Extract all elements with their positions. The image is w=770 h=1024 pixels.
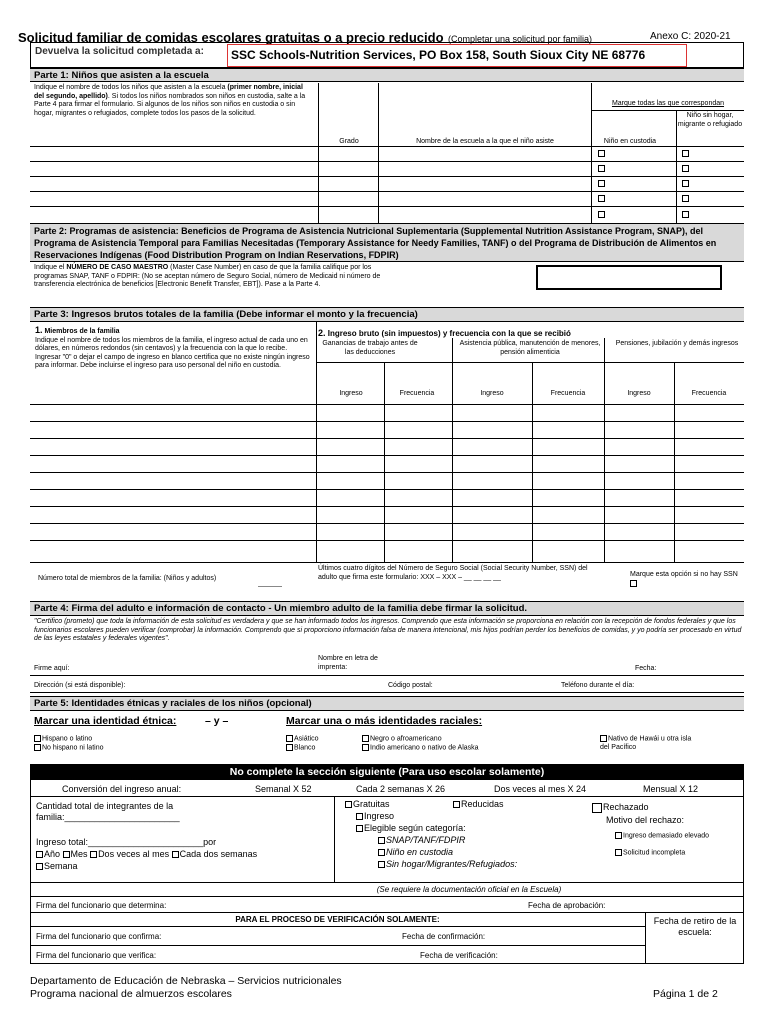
white-option[interactable]: Blanco	[286, 744, 315, 753]
confirmer-signature-label: Firma del funcionario que confirma:	[36, 932, 162, 941]
part5-header: Parte 5: Identidades étnicas y raciales de los niños (opcional)	[30, 696, 744, 711]
checkbox-icon[interactable]	[172, 851, 179, 858]
checkbox-icon[interactable]	[34, 744, 41, 751]
categorical-option[interactable]: Elegible según categoría:	[356, 823, 466, 834]
checkbox-icon[interactable]	[36, 851, 43, 858]
checkbox-icon[interactable]	[286, 744, 293, 751]
checkbox-icon[interactable]	[345, 801, 352, 808]
frequency-col: Frecuencia	[399, 390, 435, 397]
part3-step1: 1. Miembros de la familia Indique el nombre de todos los miembros de la familia, el ingreso actual de cada uno en dólares, en números redondos (sin centavos) y la frecuencia con la que lo recibe. Ingresar "0" o dejar el campo de ingreso en blanco certifica que no existe ningún ingreso para informar. Debe incluirse el ingreso para uso personal del niño en custodia.	[35, 325, 310, 369]
checkbox-icon[interactable]	[378, 849, 385, 856]
free-option[interactable]: Gratuitas	[345, 799, 390, 810]
checkbox-icon[interactable]	[453, 801, 460, 808]
month-option[interactable]: Mes	[63, 849, 88, 859]
documentation-note: (Se requiere la documentación oficial en la Escuela)	[376, 885, 562, 894]
confirmation-date-label: Fecha de confirmación:	[402, 932, 486, 941]
checkbox-icon[interactable]	[34, 735, 41, 742]
foster-checkbox[interactable]	[598, 180, 605, 187]
homeless-checkbox[interactable]	[682, 211, 689, 218]
pension-group: Pensiones, jubilación y demás ingresos	[615, 340, 739, 347]
income-frequency-options	[36, 849, 257, 860]
foster-checkbox[interactable]	[598, 211, 605, 218]
assistance-group: Asistencia pública, manutención de menores, pensión alimenticia	[459, 340, 601, 356]
native-american-option[interactable]: Indio americano o nativo de Alaska	[362, 744, 479, 753]
part3-header: Parte 3: Ingresos brutos totales de la familia (Debe informar el monto y la frecuencia)	[30, 307, 744, 322]
determiner-signature-label: Firma del funcionario que determina:	[36, 901, 167, 910]
checkbox-icon[interactable]	[378, 837, 385, 844]
twice-monthly-rate: Dos veces al mes X 24	[494, 784, 587, 794]
return-label: Devuelva la solicitud completada a:	[35, 46, 204, 57]
racial-heading: Marcar una o más identidades raciales:	[286, 715, 483, 727]
income-col: Ingreso	[627, 390, 651, 397]
total-income-field[interactable]: Ingreso total:_______________________por	[36, 837, 217, 847]
part2-header: Parte 2: Programas de asistencia: Beneficios de Programa de Asistencia Nutricional Suplementaria (Supplemental Nutrition Assistance Program, SNAP), del Programa de Asistencia Temporal para Familias Necesitadas (Temporary Assistance for Needy Families, TANF) o del Programa de Distribución de Alimentos en Reservaciones Indígenas (Food Distribution Program on Indian Reservations, FDPIR)	[30, 223, 744, 262]
weekly-rate: Semanal X 52	[255, 784, 312, 794]
certification-text: "Certifico (prometo) que toda la información de esta solicitud es verdadera y que se han informado todos los ingresos. Comprendo que esta información se proporciona en relación con la recepción de fondos federales y que los funcionarios escolares pueden verificar (comprobar) la información. Comprendo que si proporciono información falsa de manera intencional, mis hijos podrían perder los beneficios de comidas, y yo podría ser procesado en virtud de las leyes estatales y federales vigentes".	[34, 618, 742, 642]
checkbox-icon[interactable]	[378, 861, 385, 868]
biweekly-rate: Cada 2 semanas X 26	[356, 784, 446, 794]
checkbox-icon[interactable]	[615, 849, 622, 856]
frequency-col: Frecuencia	[550, 390, 586, 397]
homeless-checkbox[interactable]	[682, 150, 689, 157]
checkbox-icon[interactable]	[356, 813, 363, 820]
homeless-col-header: Niño sin hogar, migrante o refugiado	[677, 112, 743, 128]
withdraw-date-label: Fecha de retiro de la escuela:	[653, 916, 737, 937]
verification-date-label: Fecha de verificación:	[420, 951, 498, 960]
form-title-note: (Completar una solicitud por familia)	[447, 34, 593, 44]
part2-instructions: Indique el NÚMERO DE CASO MAESTRO (Master Case Number) en caso de que la familia califique por los programas SNAP, TANF o FDPIR: (No se aceptan número de Seguro Social, número de Medicaid ni número de transferencia electrónica de beneficios [Electronic Benefit Transfer, EBT]). Pase a la Parte 4.	[34, 264, 381, 288]
annex-label: Anexo C: 2020-21	[650, 31, 731, 42]
foster-col-header: Niño en custodia	[603, 138, 657, 145]
income-col: Ingreso	[480, 390, 504, 397]
household-size-field[interactable]: Cantidad total de integrantes de la familia:_______________________	[36, 801, 180, 822]
checkbox-icon[interactable]	[362, 735, 369, 742]
checkbox-icon[interactable]	[600, 735, 607, 742]
checkbox-icon[interactable]	[592, 803, 602, 813]
year-option[interactable]: Año	[36, 849, 60, 859]
no-ssn-option[interactable]: Marque esta opción si no hay SSN	[630, 571, 740, 588]
conversion-label: Conversión del ingreso anual:	[62, 784, 182, 794]
footer-page-number: Página 1 de 2	[653, 988, 718, 1000]
address-label: Dirección (si está disponible):	[34, 682, 126, 689]
checkbox-icon[interactable]	[362, 744, 369, 751]
homeless-checkbox[interactable]	[682, 180, 689, 187]
total-members-label: Número total de miembros de la familia: (Niños y adultos)	[38, 575, 217, 582]
earnings-group: Ganancias de trabajo antes de las deducciones	[322, 340, 418, 356]
checkbox-icon[interactable]	[90, 851, 97, 858]
school-use-banner: No complete la sección siguiente (Para uso escolar solamente)	[30, 764, 744, 780]
case-number-input[interactable]	[536, 265, 722, 290]
return-address-field[interactable]: SSC Schools-Nutrition Services, PO Box 158, South Sioux City NE 68776	[227, 44, 687, 67]
grade-col-header: Grado	[339, 138, 359, 145]
non-hispanic-option[interactable]: No hispano ni latino	[34, 744, 104, 753]
asian-option[interactable]: Asiático	[286, 735, 319, 744]
checkbox-icon[interactable]	[615, 832, 622, 839]
incomplete-option[interactable]: Solicitud incompleta	[615, 849, 685, 858]
foster-checkbox[interactable]	[598, 150, 605, 157]
homeless-checkbox[interactable]	[682, 195, 689, 202]
total-members-field[interactable]	[258, 586, 282, 587]
verifier-signature-label: Firma del funcionario que verifica:	[36, 951, 157, 960]
denied-option[interactable]: Rechazado	[592, 802, 649, 813]
pacific-islander-option[interactable]: Nativo de Hawái u otra isla del Pacífico	[600, 735, 692, 751]
twice-month-option[interactable]: Dos veces al mes	[90, 849, 169, 859]
school-col-header: Nombre de la escuela a la que el niño asiste	[416, 138, 554, 145]
phone-label: Teléfono durante el día:	[561, 682, 635, 689]
reduced-option[interactable]: Reducidas	[453, 799, 504, 810]
checkbox-icon[interactable]	[286, 735, 293, 742]
print-name-label: Nombre en letra de imprenta:	[318, 655, 378, 671]
verification-title: PARA EL PROCESO DE VERIFICACIÓN SOLAMENTE:	[235, 915, 440, 924]
denial-reason-label: Motivo del rechazo:	[606, 815, 685, 825]
footer-program: Programa nacional de almuerzos escolares	[30, 988, 232, 1000]
approval-date-label: Fecha de aprobación:	[528, 901, 606, 910]
ethnic-heading: Marcar una identidad étnica:	[34, 715, 177, 727]
part1-header: Parte 1: Niños que asisten a la escuela	[30, 68, 744, 82]
part3-step2: 2. Ingreso bruto (sin impuestos) y frecuencia con la que se recibió	[318, 328, 571, 338]
mark-all-label: Marque todas las que correspondan	[611, 100, 725, 107]
week-option[interactable]: Semana	[36, 861, 78, 872]
checkbox-icon[interactable]	[63, 851, 70, 858]
ssn-label: Últimos cuatro dígitos del Número de Seguro Social (Social Security Number, SSN) del adulto que firma este formulario: XXX – XXX – __ __ __ __	[318, 565, 588, 581]
and-separator: – y –	[205, 715, 229, 727]
zip-label: Código postal:	[388, 682, 433, 689]
black-option[interactable]: Negro o afroamericano	[362, 735, 442, 744]
hispanic-option[interactable]: Hispano o latino	[34, 735, 92, 744]
excess-income-option[interactable]: Ingreso demasiado elevado	[615, 832, 709, 841]
snap-option[interactable]: SNAP/TANF/FDPIR	[378, 835, 465, 846]
part1-instructions: Indique el nombre de todos los niños que asisten a la escuela (primer nombre, inicial del segundo, apellido). Si todos los niños nombrados son niños en custodia, salte a la Parte 4 para firmar el formulario. Si algunos de los niños son niños en custodia o sin hogar, migrantes o refugiados, complete todos los pasos de la solicitud.	[34, 84, 306, 117]
every-two-weeks-option[interactable]: Cada dos semanas	[172, 849, 258, 859]
homeless-option[interactable]: Sin hogar/Migrantes/Refugiados:	[378, 859, 517, 870]
foster-checkbox[interactable]	[598, 195, 605, 202]
no-ssn-checkbox[interactable]	[630, 580, 637, 587]
foster-checkbox[interactable]	[598, 165, 605, 172]
frequency-col: Frecuencia	[691, 390, 727, 397]
checkbox-icon[interactable]	[36, 863, 43, 870]
form-title: Solicitud familiar de comidas escolares gratuitas o a precio reducido	[18, 30, 444, 45]
income-option[interactable]: Ingreso	[356, 811, 394, 822]
footer-department: Departamento de Educación de Nebraska – Servicios nutricionales	[30, 975, 342, 987]
income-col: Ingreso	[339, 390, 363, 397]
part4-header: Parte 4: Firma del adulto e información de contacto - Un miembro adulto de la familia debe firmar la solicitud.	[30, 601, 744, 616]
homeless-checkbox[interactable]	[682, 165, 689, 172]
sign-here-label: Firme aquí:	[34, 665, 70, 672]
foster-option[interactable]: Niño en custodia	[378, 847, 453, 858]
monthly-rate: Mensual X 12	[643, 784, 699, 794]
checkbox-icon[interactable]	[356, 825, 363, 832]
date-label: Fecha:	[635, 665, 657, 672]
